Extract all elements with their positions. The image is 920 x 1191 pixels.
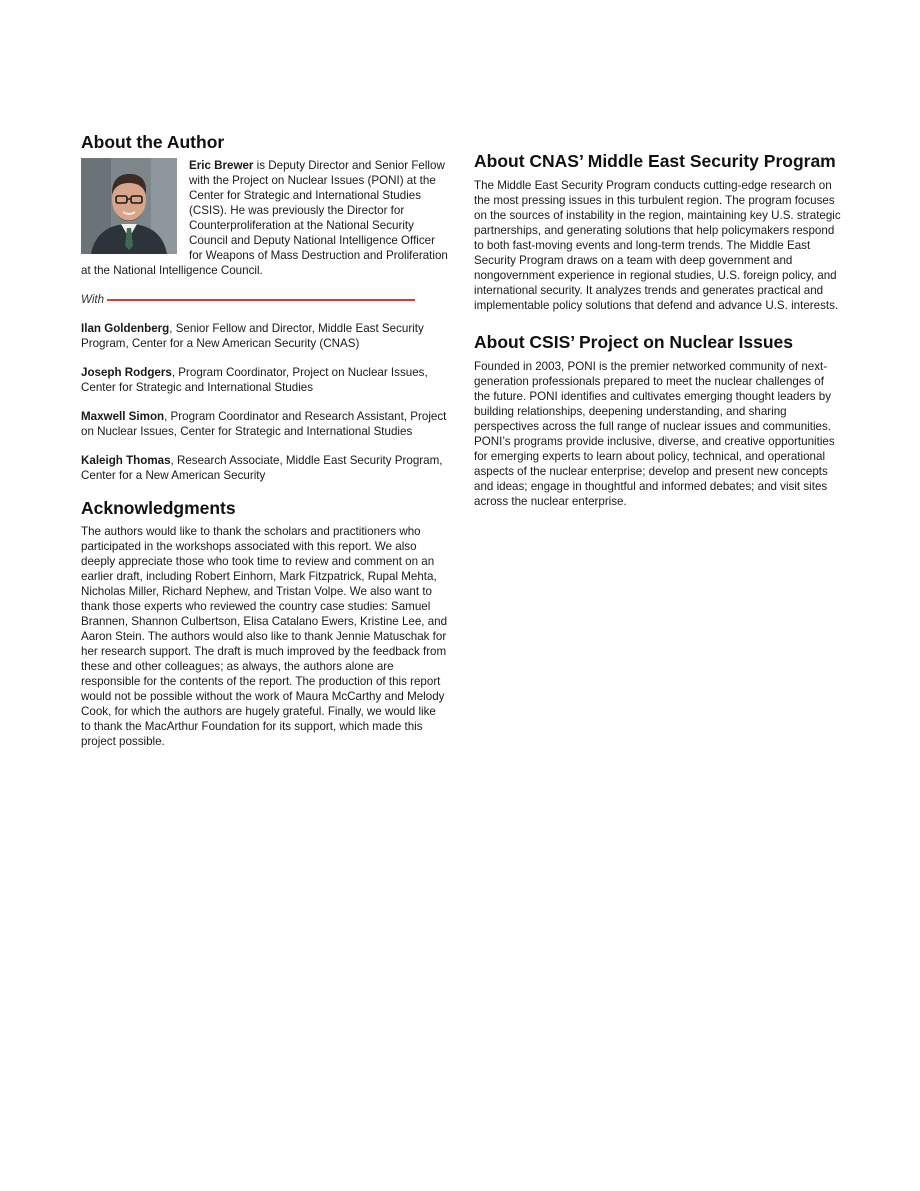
cnas-program-text: The Middle East Security Program conducts cutting-edge research on the most pressing issues in this turbulent region. The program focuses on the sources of instability in the region, maintaining key U.S. strategic partnerships, and generating solutions that help policymakers respond to both fast-moving events and long-term trends. The Middle East Security Program draws on a team with deep government and nongovernment experience in regional studies, U.S. foreign policy, and international security. It analyzes trends and generates practical and implementable policy solutions that defend and advance U.S. interests. xyxy=(474,179,841,312)
acknowledgments-text: The authors would like to thank the scholars and practitioners who participated in the workshops associated with this report. We also deeply appreciate those who took time to review and comment on an earlier draft, including Robert Einhorn, Mark Fitzpatrick, Rupal Mehta, Nicholas Miller, Richard Nephew, and Tristan Volpe. We also want to thank those experts who reviewed the country case studies: Samuel Brannen, Shannon Culbertson, Elisa Catalano Ewers, Kristine Lee, and Aaron Stein. The authors would also like to thank Jennie Matuschak for her research support. The draft is much improved by the feedback from these and other colleagues; as always, the authors alone are responsible for the contents of the report. The production of this report would not be possible without the work of Maura McCarthy and Melody Cook, for which the authors are hugely grateful. Finally, we would like to thank the MacArthur Foundation for its support, which made this project possible. xyxy=(81,525,448,748)
contributor-name: Joseph Rodgers xyxy=(81,366,172,379)
contributor-name: Ilan Goldenberg xyxy=(81,322,170,335)
contributor-desc: , Senior Fellow and Director, Middle East Security Program, Center for a New American Security (CNAS) xyxy=(81,322,424,350)
author-bio-text: is Deputy Director and Senior Fellow with the Project on Nuclear Issues (PONI) at the Center for Strategic and International Studies (CSIS). He was previously the Director for Counterproliferation at the National Security Council and Deputy National Intelligence Officer for Weapons of Mass Destruction and Proliferation at the National Intelligence Council. xyxy=(81,159,448,277)
author-photo xyxy=(81,158,177,254)
contributor-name: Kaleigh Thomas xyxy=(81,454,171,467)
contributor-entry xyxy=(81,365,448,395)
left-column xyxy=(81,131,448,749)
cnas-program-heading: About CNAS’ Middle East Security Program xyxy=(474,151,836,171)
acknowledgments-heading: Acknowledgments xyxy=(81,498,236,518)
csis-project-text: Founded in 2003, PONI is the premier networked community of next-generation professionals prepared to meet the nuclear challenges of the future. PONI identifies and cultivates emerging thought leaders by building relationships, deepening understanding, and sharing perspectives across the full range of nuclear issues and communities. PONI’s programs provide inclusive, diverse, and creative opportunities for emerging experts to learn about policy, technical, and operational aspects of the nuclear enterprise; develop and present new concepts and ideas; engage in thoughtful and informed debates; and visit sites across the nuclear enterprise. xyxy=(474,360,835,508)
contributor-entry xyxy=(81,453,448,483)
author-bio-block xyxy=(81,158,448,278)
contributor-desc: , Research Associate, Middle East Security Program, Center for a New American Security xyxy=(81,454,443,482)
contributor-entry xyxy=(81,321,448,351)
contributor-entry xyxy=(81,409,448,439)
right-column xyxy=(474,150,841,509)
contributor-desc: , Program Coordinator, Project on Nuclear Issues, Center for Strategic and International Studies xyxy=(81,366,428,394)
with-divider xyxy=(81,293,448,306)
author-portrait-image xyxy=(81,158,177,254)
with-label: With xyxy=(81,293,105,306)
acknowledgments-section xyxy=(81,497,448,749)
red-rule xyxy=(107,299,415,301)
contributor-name: Maxwell Simon xyxy=(81,410,165,423)
csis-project-heading: About CSIS’ Project on Nuclear Issues xyxy=(474,332,793,352)
contributor-desc: , Program Coordinator and Research Assistant, Project on Nuclear Issues, Center for Strategic and International Studies xyxy=(81,410,447,438)
author-name: Eric Brewer xyxy=(189,159,254,172)
about-author-heading: About the Author xyxy=(81,132,225,152)
csis-project-section xyxy=(474,331,841,509)
cnas-program-section xyxy=(474,150,841,313)
